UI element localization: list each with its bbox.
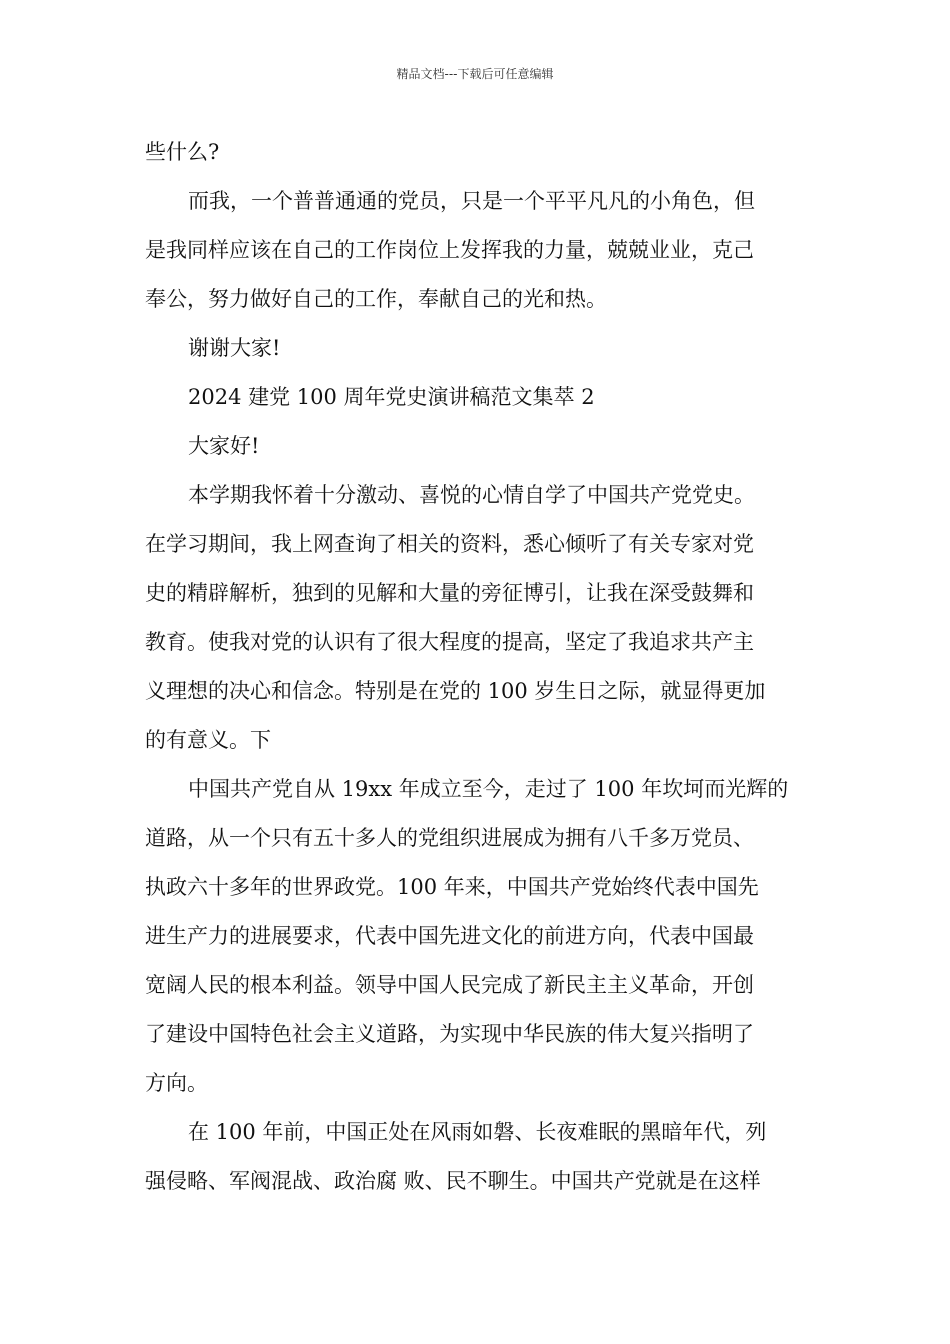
text-line: 在学习期间，我上网查询了相关的资料，悉心倾听了有关专家对党: [145, 532, 754, 556]
text-line: 教育。使我对党的认识有了很大程度的提高，坚定了我追求共产主: [145, 630, 754, 654]
text-line: 中国共产党自从 19xx 年成立至今，走过了 100 年坎坷而光辉的: [188, 777, 789, 801]
text-line: 史的精辟解析，独到的见解和大量的旁征博引，让我在深受鼓舞和: [145, 581, 754, 605]
document-body: [145, 128, 810, 1206]
text-line: 了建设中国特色社会主义道路，为实现中华民族的伟大复兴指明了: [145, 1022, 754, 1046]
text-line: 义理想的决心和信念。特别是在党的 100 岁生日之际，就显得更加: [145, 679, 766, 703]
text-line: 进生产力的进展要求，代表中国先进文化的前进方向，代表中国最: [145, 924, 754, 948]
text-line: 道路，从一个只有五十多人的党组织进展成为拥有八千多万党员、: [145, 826, 754, 850]
text-line: 在 100 年前，中国正处在风雨如磐、长夜难眠的黑暗年代，列: [188, 1120, 767, 1144]
text-line: 是我同样应该在自己的工作岗位上发挥我的力量，兢兢业业，克己: [145, 238, 754, 262]
text-line: 2024 建党 100 周年党史演讲稿范文集萃 2: [188, 385, 595, 409]
text-line: 奉公，努力做好自己的工作，奉献自己的光和热。: [145, 287, 607, 311]
page-header: 精品文档---下载后可任意编辑: [396, 67, 554, 81]
text-line: 的有意义。下: [145, 728, 271, 752]
text-line: 而我，一个普普通通的党员，只是一个平平凡凡的小角色，但: [188, 189, 755, 213]
text-line: 些什么?: [145, 140, 220, 164]
text-line: 大家好!: [188, 434, 260, 458]
text-line: 强侵略、军阀混战、政治腐 败、民不聊生。中国共产党就是在这样: [145, 1169, 761, 1193]
text-line: 方向。: [145, 1071, 208, 1095]
text-line: 本学期我怀着十分激动、喜悦的心情自学了中国共产党党史。: [188, 483, 755, 507]
text-line: 宽阔人民的根本利益。领导中国人民完成了新民主主义革命，开创: [145, 973, 754, 997]
text-line: 谢谢大家!: [188, 336, 281, 360]
text-line: 执政六十多年的世界政党。100 年来，中国共产党始终代表中国先: [145, 875, 759, 899]
